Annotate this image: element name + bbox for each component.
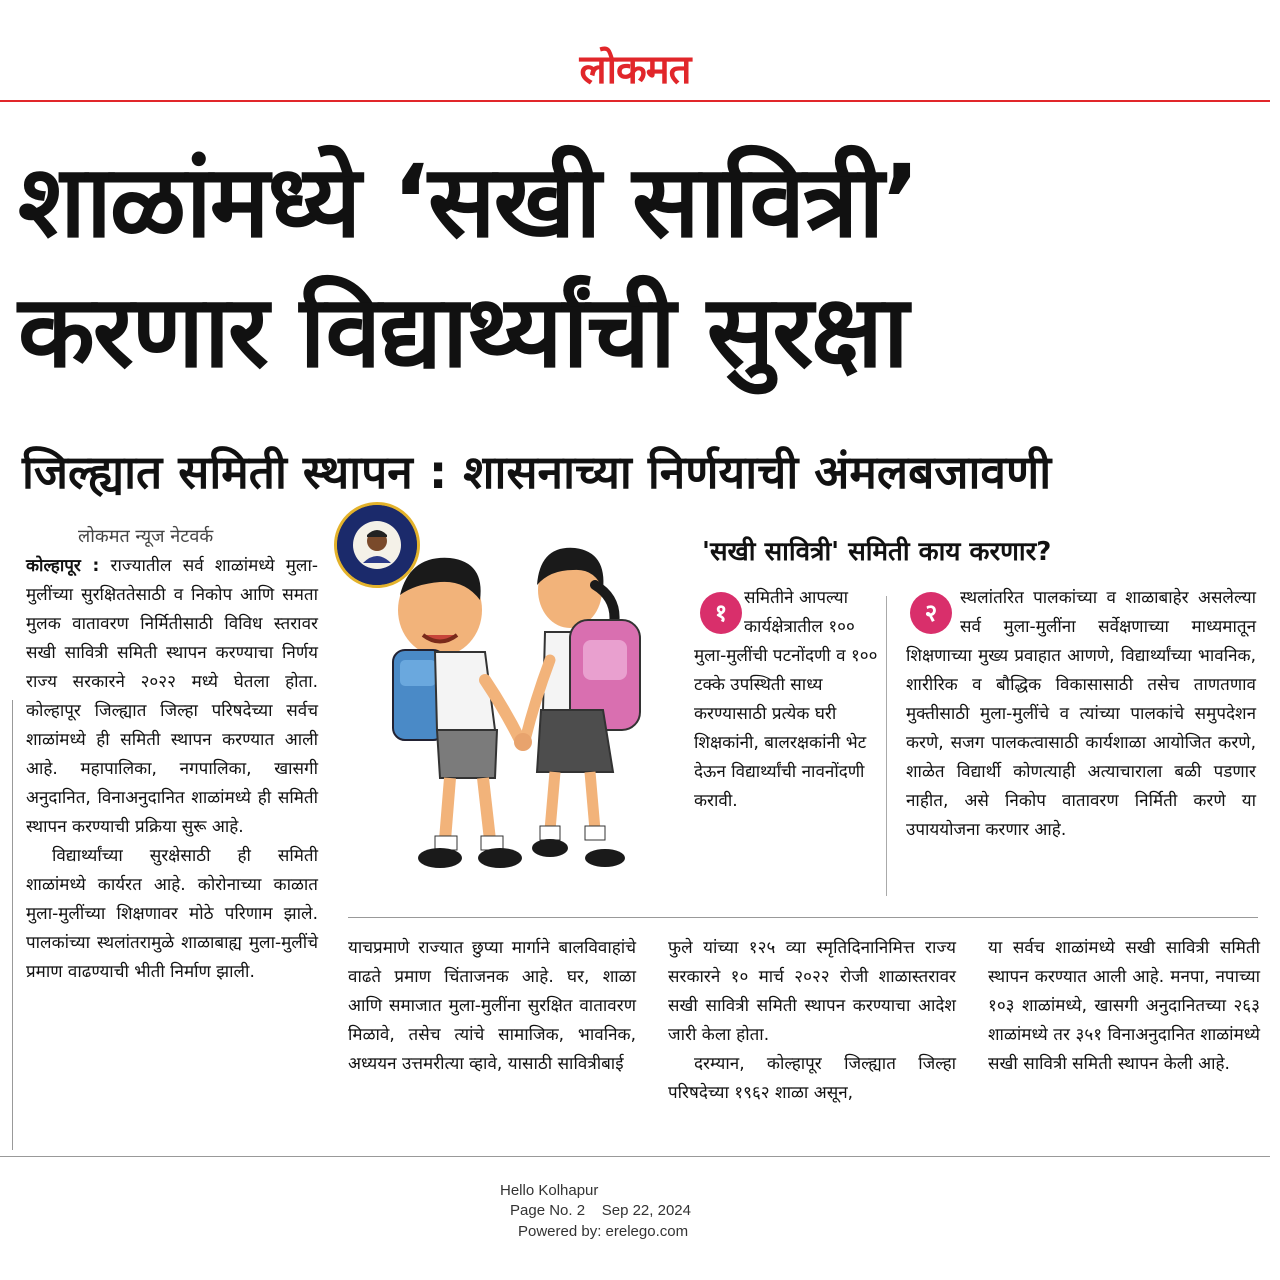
headline-line-2: करणार विद्यार्थ्यांची सुरक्षा xyxy=(18,273,907,390)
footer-date: Sep 22, 2024 xyxy=(601,1202,691,1219)
col3-paragraph-1: फुले यांच्या १२५ व्या स्मृतिदिनानिमित्त राज्य सरकारने १० मार्च २०२२ रोजी शाळास्तरावर सखी सावित्री समिती स्थापन करण्याचा आदेश जारी केला होता. xyxy=(668,938,956,1045)
col1-paragraph-1: राज्यातील सर्व शाळांमध्ये मुला-मुलींच्या सुरक्षिततेसाठी व निकोप आणि समता मुलक वातावरण निर्मितीसाठी विविध स्तरावर सखी सावित्री समिती स्थापन करण्याचा निर्णय राज्य सरकारने २०२२ मध्ये घेतला होता. कोल्हापूर जिल्ह्यात जिल्हा परिषदेच्या सर्वच शाळांमध्ये ही समिती स्थापन करण्यात आली आहे. महापालिका, नगपालिका, खासगी अनुदानित, विनाअनुदानित शाळांमध्ये ही समिती स्थापन करण्याची प्रक्रिया सुरू आहे. xyxy=(26,556,318,837)
byline: लोकमत न्यूज नेटवर्क xyxy=(78,526,214,547)
point-2-text: स्थलांतरित पालकांच्या व शाळाबाहेर असलेल्या सर्व मुला-मुलींना सर्वेक्षणाच्या माध्यमातून शिक्षणाच्या मुख्य प्रवाहात आणणे, विद्यार्थ्यांच्या भावनिक, शारीरिक व बौद्धिक विकासासाठी तसेच ताणतणाव मुक्तीसाठी मुला-मुलींचे व त्यांच्या पालकांचे समुपदेशन करणे, सजग पालकत्वासाठी कार्यशाळा आयोजित करणे, शाळेत विद्यार्थी कोणत्याही अत्याचाराला बळी पडणार नाहीत, असे निकोप वातावरण निर्मिती करणे या उपाययोजना करणार आहे. xyxy=(906,588,1256,840)
masthead-rule xyxy=(0,100,1270,102)
point-1-text: समितीने आपल्या कार्यक्षेत्रातील १०० मुला-मुलींची पटनोंदणी व १०० टक्के उपस्थिती साध्य करण्यासाठी प्रत्येक घरी शिक्षकांनी, बालरक्षकांनी भेट देऊन विद्यार्थ्यांची नावनोंदणी करावी. xyxy=(694,588,878,811)
box-title: 'सखी सावित्री' समिती काय करणार? xyxy=(702,537,1052,567)
footer-source: Hello Kolhapur xyxy=(500,1182,599,1199)
dateline: कोल्हापूर : xyxy=(26,556,100,576)
box-point-2 xyxy=(906,584,1256,845)
point-number-1: १ xyxy=(700,592,742,634)
article-column-3 xyxy=(668,934,956,1108)
left-margin-rule xyxy=(12,700,13,1150)
footer-page: Page No. 2 xyxy=(510,1202,586,1219)
article-column-2 xyxy=(348,934,636,1079)
subheadline: जिल्ह्यात समिती स्थापन : शासनाच्या निर्णयाची अंमलबजावणी xyxy=(22,445,1052,499)
headline-line-1: शाळांमध्ये ‘सखी सावित्री’ xyxy=(18,143,919,260)
section-divider xyxy=(348,917,1258,918)
box-column-divider xyxy=(886,596,887,896)
col4-paragraph-1: या सर्वच शाळांमध्ये सखी सावित्री समिती स्थापन करण्यात आली आहे. मनपा, नपाच्या १०३ शाळांमध्ये, खासगी अनुदानितच्या २६३ शाळांमध्ये तर ३५१ विनाअनुदानित शाळांमध्ये सखी सावित्री समिती स्थापन केली आहे. xyxy=(988,938,1260,1074)
bottom-rule xyxy=(0,1156,1270,1157)
article-column-4 xyxy=(988,934,1260,1079)
children-illustration xyxy=(345,540,685,900)
col3-paragraph-2: दरम्यान, कोल्हापूर जिल्ह्यात जिल्हा परिषदेच्या १९६२ शाळा असून, xyxy=(668,1054,956,1103)
footer-page-date xyxy=(510,1202,691,1219)
article-column-1 xyxy=(26,552,318,987)
boy-figure xyxy=(393,558,522,868)
col2-paragraph-1: याचप्रमाणे राज्यात छुप्या मार्गाने बालविवाहांचे वाढते प्रमाण चिंताजनक आहे. घर, शाळा आणि समाजात मुला-मुलींना सुरक्षित वातावरण मिळावे, तसेच त्यांचे सामाजिक, भावनिक, अध्ययन उत्तमरीत्या व्हावे, यासाठी सावित्रीबाई xyxy=(348,938,636,1074)
col1-paragraph-2: विद्यार्थ्यांच्या सुरक्षेसाठी ही समिती शाळांमध्ये कार्यरत आहे. कोरोनाच्या काळात मुला-मुलींच्या शिक्षणावर मोठे परिणाम झाले. पालकांच्या स्थलांतरामुळे शाळाबाह्य मुला-मुलींचे प्रमाण वाढण्याची भीती निर्माण झाली. xyxy=(26,846,318,982)
footer-powered-link[interactable]: Powered by: erelego.com xyxy=(518,1223,689,1240)
girl-figure xyxy=(525,548,640,867)
point-number-2: २ xyxy=(910,592,952,634)
masthead-logo: लोकमत xyxy=(579,47,691,93)
